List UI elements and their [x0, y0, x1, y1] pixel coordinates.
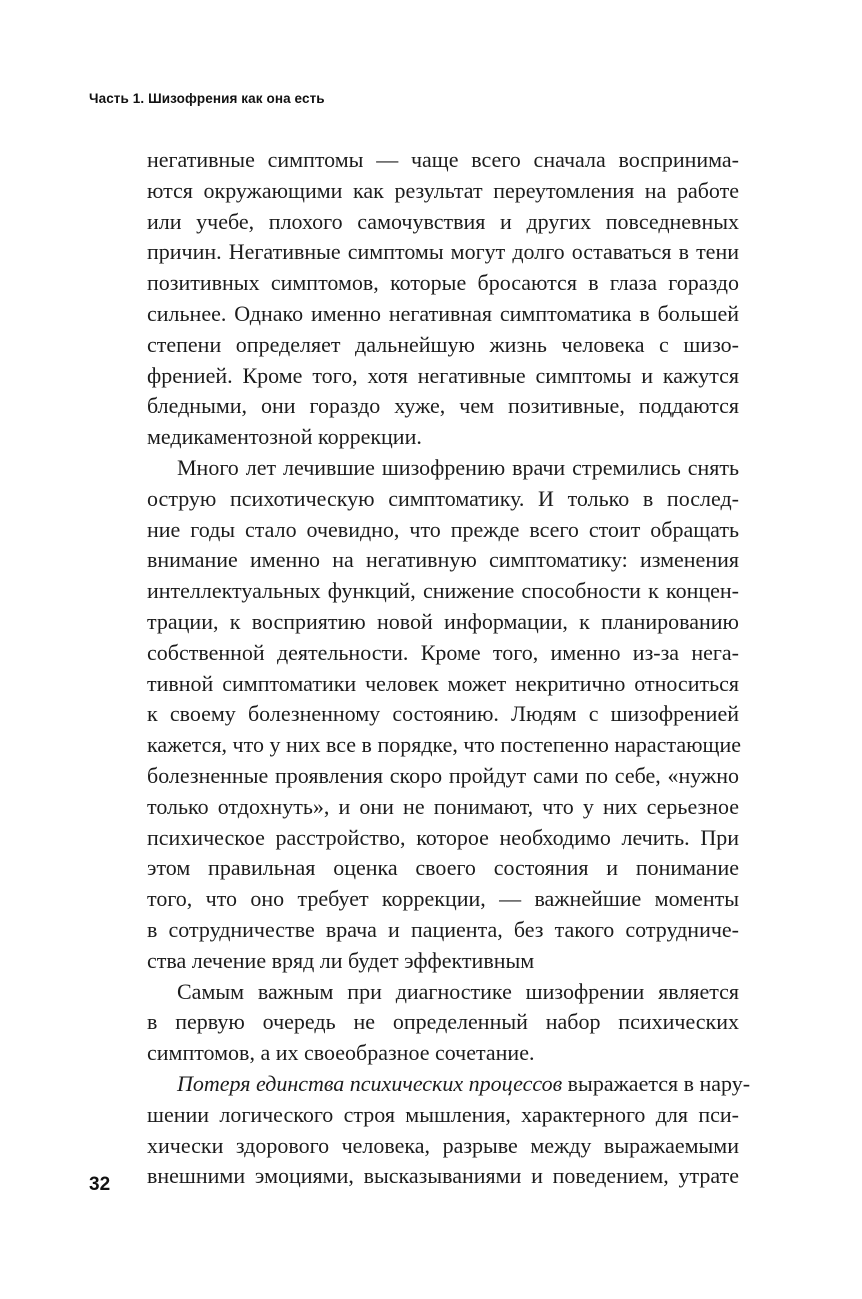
text-line: болезненные проявления скоро пройдут сами по себе, «нужно: [147, 762, 739, 788]
text-line: собственной деятельности. Кроме того, именно из-за нега-: [147, 639, 739, 665]
running-head: Часть 1. Шизофрения как она есть: [89, 91, 325, 106]
text-line: Самым важным при диагностике шизофрении является: [177, 978, 739, 1004]
text-line: ства лечение вряд ли будет эффективным: [147, 947, 535, 973]
text-line: [147, 1069, 751, 1100]
text-line: острую психотическую симптоматику. И только в послед-: [147, 485, 739, 511]
italic-term: Потеря единства психических процессов: [177, 1070, 563, 1096]
text-line: бледными, они гораздо хуже, чем позитивные, поддаются: [147, 393, 739, 419]
text-line: к своему болезненному состоянию. Людям с шизофренией: [147, 701, 739, 727]
text-line: в первую очередь не определенный набор психических: [147, 1009, 739, 1035]
text-line: в сотрудничестве врача и пациента, без такого сотрудниче-: [147, 916, 739, 942]
text-line: сильнее. Однако именно негативная симптоматика в большей: [147, 300, 739, 326]
text-line: причин. Негативные симптомы могут долго оставаться в тени: [147, 239, 739, 265]
text-line: симптомов, а их своеобразное сочетание.: [147, 1040, 535, 1066]
page-number: 32: [89, 1174, 111, 1195]
text-line: только отдохнуть», и они не понимают, что у них серьезное: [147, 793, 739, 819]
text-line: интеллектуальных функций, снижение способности к концен-: [147, 578, 739, 604]
text-line: внешними эмоциями, высказываниями и поведением, утрате: [147, 1163, 739, 1189]
text-line: кажется, что у них все в порядке, что постепенно нарастающие: [147, 732, 741, 758]
text-line: тивной симптоматики человек может некритично относиться: [147, 670, 739, 696]
text-line: позитивных симптомов, которые бросаются в глаза гораздо: [147, 270, 739, 296]
text-line: негативные симптомы — чаще всего сначала воспринима-: [147, 147, 739, 172]
text-line: ние годы стало очевидно, что прежде всего стоит обращать: [147, 516, 739, 542]
text-line: шении логического строя мышления, характерного для пси-: [147, 1101, 739, 1127]
text-line: френией. Кроме того, хотя негативные симптомы и кажутся: [147, 362, 739, 388]
text-line: степени определяет дальнейшую жизнь человека с шизо-: [147, 331, 739, 357]
text-line: трации, к восприятию новой информации, к планированию: [147, 608, 739, 634]
text-line: медикаментозной коррекции.: [147, 424, 422, 450]
text-line: Много лет лечившие шизофрению врачи стремились снять: [177, 454, 739, 480]
text-fragment: выражается в нару-: [562, 1070, 751, 1096]
text-line: психическое расстройство, которое необходимо лечить. При: [147, 824, 739, 850]
text-line: или учебе, плохого самочувствия и других повседневных: [147, 208, 739, 234]
body-text: [147, 145, 751, 1192]
text-line: хически здорового человека, разрыве между выражаемыми: [147, 1132, 739, 1158]
text-line: того, что оно требует коррекции, — важнейшие моменты: [147, 886, 739, 912]
text-line: внимание именно на негативную симптоматику: изменения: [147, 547, 739, 573]
text-line: этом правильная оценка своего состояния и понимание: [147, 855, 739, 881]
text-line: ются окружающими как результат переутомления на работе: [147, 177, 739, 203]
